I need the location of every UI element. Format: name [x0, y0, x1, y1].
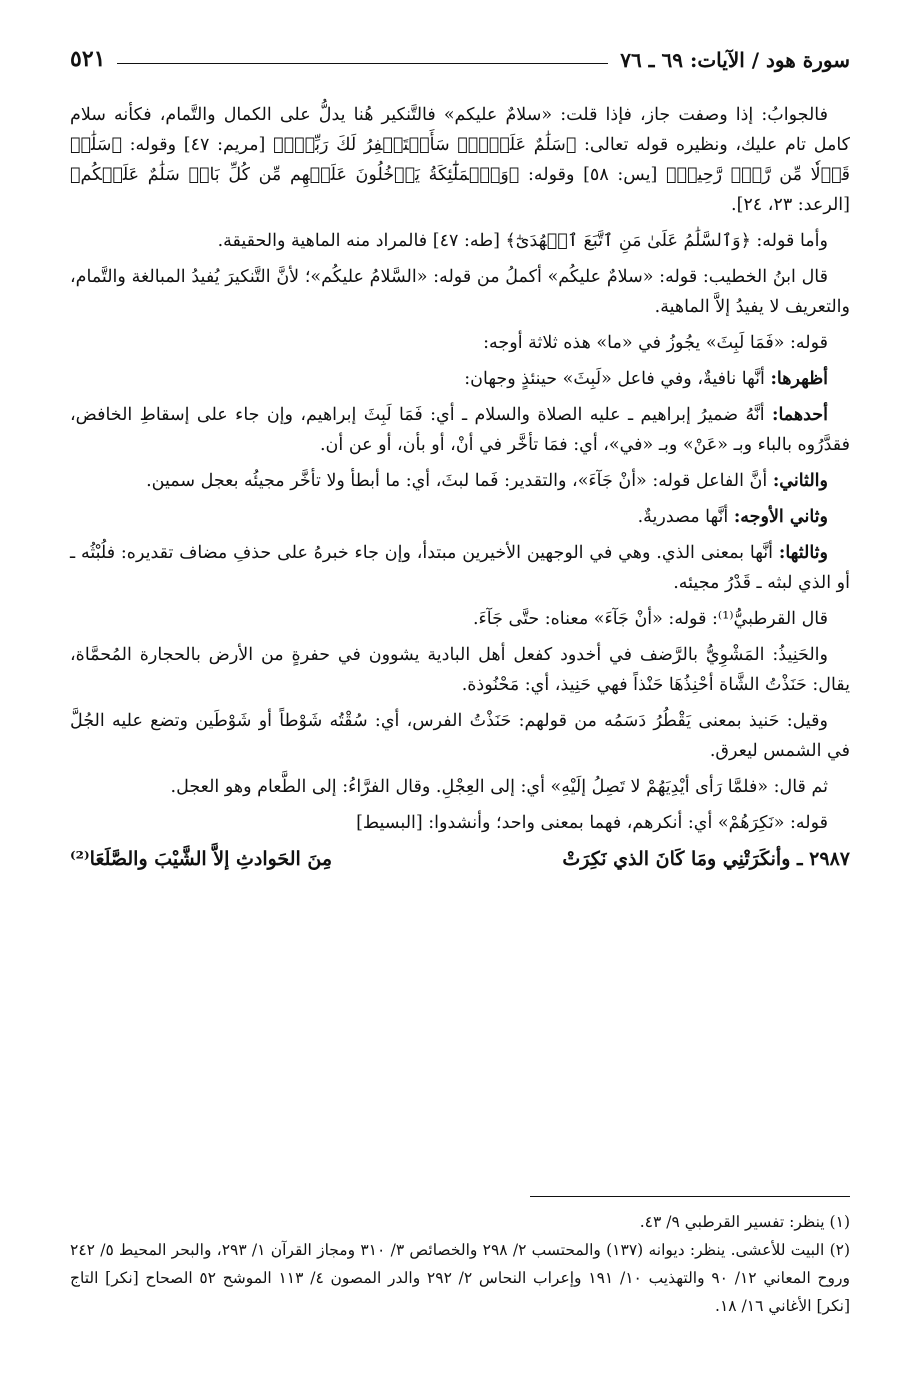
- paragraph-text: قوله: «نَكِرَهُمْ» أي: أنكرهم، فهما بمعنى واحد؛ وأنشدوا: [البسيط]: [356, 813, 828, 833]
- paragraph: [70, 328, 850, 358]
- header-title: سورة هود / الآيات: ٦٩ ـ ٧٦: [620, 48, 850, 72]
- footnotes: [70, 1208, 850, 1320]
- paragraph-lead: وثاني الأوجه:: [733, 507, 828, 527]
- paragraph-lead: أحدهما:: [771, 405, 828, 425]
- paragraph: [70, 502, 850, 532]
- paragraph-text: وقيل: حَنيذ بمعنى يَقْطُرُ دَسَمُه من قولهم: حَنَذْتُ الفرس، أي: سُقْتُه شَوْطاً أو شَوْطَين وتضع عليه الجُلَّ في الشمس ليعرق.: [70, 711, 850, 761]
- poetry-verse: [70, 844, 850, 874]
- paragraph: [70, 400, 850, 460]
- paragraph-text: فالجوابُ: إذا وصفت جاز، فإذا قلت: «سلامٌ عليكم» فالتَّنكير هُنا يدلُّ على الكمال والتَّمام، فكأنه سلام كامل تام عليك، ونظيره قوله تعالى: ﴿سَلَٰمٌ عَلَيۡكَۖ سَأَسۡتَغۡفِرُ لَكَ رَبِّيٓۖ﴾ [مريم: ٤٧] وقوله: ﴿سَلَٰمٞ قَوۡلٗا مِّن رَّبّٖ رَّحِيمٖ﴾ [يس: ٥٨] وقوله: ﴿وَٱلۡمَلَٰٓئِكَةُ يَدۡخُلُونَ عَلَيۡهِم مِّن كُلِّ بَابٖ سَلَٰمٌ عَلَيۡكُم﴾ [الرعد: ٢٣، ٢٤].: [70, 105, 850, 215]
- paragraph-text: ثم قال: «فلمَّا رَأى أيْدِيَهُمْ لا تَصِلُ إلَيْهِ» أي: إلى العِجْلِ. وقال الفرَّاءُ: إلى الطَّعام وهو العجل.: [170, 777, 828, 797]
- paragraph-text: قوله: «فَمَا لَبِثَ» يجُوزُ في «ما» هذه ثلاثة أوجه:: [483, 333, 828, 353]
- paragraph-text: أنَّها مصدريةٌ.: [637, 507, 734, 527]
- footnote: (١) ينظر: تفسير القرطبي ٩/ ٤٣.: [639, 1213, 850, 1231]
- paragraph-lead: أظهرها:: [770, 369, 828, 389]
- paragraph: [70, 808, 850, 838]
- paragraph-text: أنَّ الفاعل قوله: «أنْ جَآءَ»، والتقدير: فَما لبثَ، أي: ما أبطأ ولا تأخَّر مجيئُه بعجل سمين.: [146, 471, 773, 491]
- paragraph-text: قال القرطبيُّ⁽¹⁾: قوله: «أنْ جَآءَ» معناه: حتَّى جَآءَ.: [472, 609, 828, 629]
- paragraph: [70, 226, 850, 256]
- paragraph: [70, 364, 850, 394]
- main-text: [70, 100, 850, 874]
- paragraph-text: قال ابنُ الخطيب: قوله: «سلامٌ عليكُم» أكملُ من قوله: «السَّلامُ عليكُم»؛ لأنَّ التَّنكيرَ يُفيدُ المبالغة والتَّمام، والتعريف لا يفيدُ إلاَّ الماهية.: [70, 267, 850, 317]
- footnote: (٢) البيت للأعشى. ينظر: ديوانه (١٣٧) والمحتسب ٢/ ٢٩٨ والخصائص ٣/ ٣١٠ ومجاز القرآن ١/ ٢٩٣، والبحر المحيط ٥/ ٢٤٢ وروح المعاني ١٢/ ٩٠ والتهذيب ١٠/ ١٩١ وإعراب النحاس ٢/ ٢٩٢ والدر المصون ٤/ ١١٣ الموشح ٥٢ الصحاح [نكر] التاج [نكر] الأغاني ١٦/ ١٨.: [70, 1241, 851, 1315]
- footnote-separator: [530, 1196, 850, 1197]
- paragraph: [70, 706, 850, 766]
- paragraph-text: والحَنِيذُ: المَشْوِيُّ بالرَّضف في أخدود كفعل أهل البادية يشوون في حفرةٍ من الأرض بالحجارة المُحمَّاة، يقال: حَنَذْتُ الشَّاة أحْنِذُهَا حَنْذاً فهي حَنِيذ، أي: مَحْنُوذة.: [70, 645, 850, 695]
- header-rule: [117, 63, 608, 64]
- paragraph: [70, 538, 850, 598]
- paragraph: [70, 466, 850, 496]
- paragraph-lead: والثاني:: [772, 471, 828, 491]
- paragraph-text: أنَّها نافيةٌ، وفي فاعل «لَبِثَ» حينئذٍ وجهان:: [464, 369, 771, 389]
- verse-first-hemistich: ٢٩٨٧ ـ وأنكَرَتْنِي ومَا كَانَ الذي نَكِرَتْ: [562, 848, 850, 870]
- paragraph: [70, 262, 850, 322]
- paragraph: [70, 604, 850, 634]
- running-header: [70, 36, 850, 72]
- paragraph: [70, 640, 850, 700]
- paragraph-text: أنَّهُ ضميرُ إبراهيم ـ عليه الصلاة والسلام ـ أي: فَمَا لَبِثَ إبراهيم، وإن جاء على إسقاطِ الخافض، فقدَّرُوه بالباء وبـ «عَنْ» وبـ «في»، أي: فمَا تأخَّر في أنْ، أو بأن، أو عن أن.: [70, 405, 850, 455]
- paragraph-lead: وثالثها:: [778, 543, 828, 563]
- paragraph-text: أنَّها بمعنى الذي. وهي في الوجهين الأخيرين مبتدأ، وإن جاء خبرهُ على حذفِ مضاف تقديره: فلُبْثُه ـ أو الذي لبثه ـ قَدْرُ مجيئه.: [70, 543, 850, 593]
- page-number: ٥٢١: [70, 46, 106, 72]
- paragraph: [70, 772, 850, 802]
- paragraph-text: وأما قوله: ﴿وَٱلسَّلَٰمُ عَلَىٰ مَنِ ٱتَّبَعَ ٱلۡهُدَىٰٓ﴾ [طه: ٤٧] فالمراد منه الماهية والحقيقة.: [217, 231, 828, 251]
- verse-second-hemistich: مِنَ الحَوادثِ إلاَّ الشَّيْبَ والصَّلَعَا⁽²⁾: [70, 848, 333, 870]
- paragraph: [70, 100, 850, 220]
